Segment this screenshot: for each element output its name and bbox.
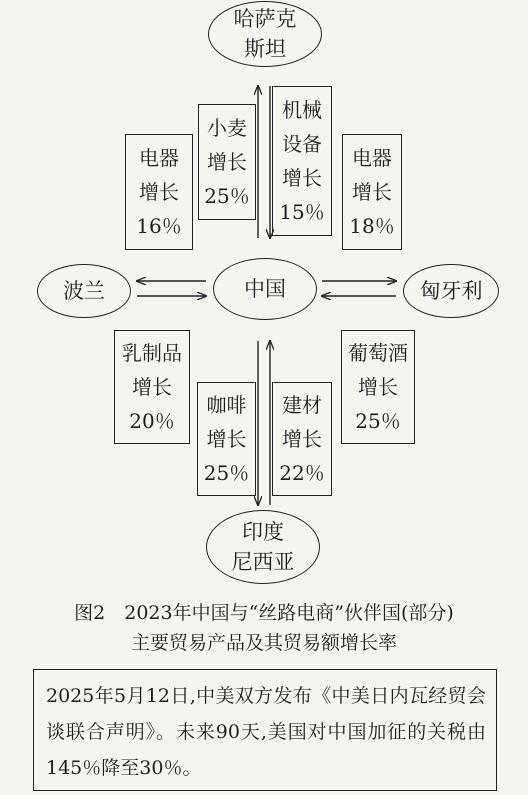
figure-caption-line2: 主要贸易产品及其贸易额增长率 xyxy=(130,632,397,654)
figure-caption-line1: 图2 2023年中国与“丝路电商”伙伴国(部分) xyxy=(74,602,454,624)
box-text: 增长 xyxy=(282,427,322,451)
box-poland-dairy xyxy=(114,330,190,444)
box-text: 电器 xyxy=(139,146,179,170)
box-text: 机械 xyxy=(282,98,322,122)
box-text: 增长 xyxy=(207,150,247,174)
box-text: 电器 xyxy=(352,146,392,170)
box-text: 增长 xyxy=(139,180,179,204)
node-china xyxy=(213,258,317,320)
node-hungary xyxy=(403,264,499,318)
news-note-text: 2025年5月12日,中美双方发布《中美日内瓦经贸会谈联合声明》。未来90天,美国对中国加征的关税由145％降至30％。 xyxy=(46,685,486,779)
box-text: 15％ xyxy=(279,200,325,224)
node-poland-label: 波兰 xyxy=(63,279,105,303)
news-note-box xyxy=(33,669,497,791)
node-kazakhstan-line1: 哈萨克 xyxy=(233,7,297,31)
box-text: 25％ xyxy=(355,409,401,433)
box-kazakhstan-wheat xyxy=(198,104,256,220)
node-kazakhstan xyxy=(208,1,322,67)
box-text: 增长 xyxy=(132,375,172,399)
box-poland-export-electrical xyxy=(125,134,193,250)
box-indonesia-building-materials xyxy=(272,382,332,496)
box-text: 乳制品 xyxy=(122,341,182,365)
box-text: 增长 xyxy=(282,166,322,190)
node-indonesia-line1: 印度 xyxy=(242,520,284,544)
box-text: 增长 xyxy=(358,375,398,399)
box-text: 小麦 xyxy=(207,116,247,140)
box-text: 20％ xyxy=(129,409,175,433)
box-hungary-electrical xyxy=(342,134,402,250)
node-china-label: 中国 xyxy=(244,277,286,301)
node-kazakhstan-line2: 斯坦 xyxy=(244,37,286,61)
box-text: 16％ xyxy=(136,214,182,238)
box-indonesia-coffee xyxy=(197,382,256,496)
box-text: 葡萄酒 xyxy=(348,341,408,365)
box-text: 增长 xyxy=(352,180,392,204)
box-text: 设备 xyxy=(282,132,322,156)
box-text: 22％ xyxy=(279,461,325,485)
box-text: 咖啡 xyxy=(206,393,247,417)
box-text: 增长 xyxy=(206,427,247,451)
box-kazakhstan-machinery xyxy=(272,86,332,236)
box-text: 25％ xyxy=(204,184,250,208)
node-indonesia xyxy=(206,510,320,584)
box-text: 建材 xyxy=(282,393,322,417)
node-hungary-label: 匈牙利 xyxy=(419,279,483,303)
node-indonesia-line2: 尼西亚 xyxy=(231,550,295,574)
box-hungary-wine xyxy=(341,330,415,444)
box-text: 25％ xyxy=(203,461,250,485)
box-text: 18％ xyxy=(349,214,395,238)
node-poland xyxy=(37,264,131,318)
